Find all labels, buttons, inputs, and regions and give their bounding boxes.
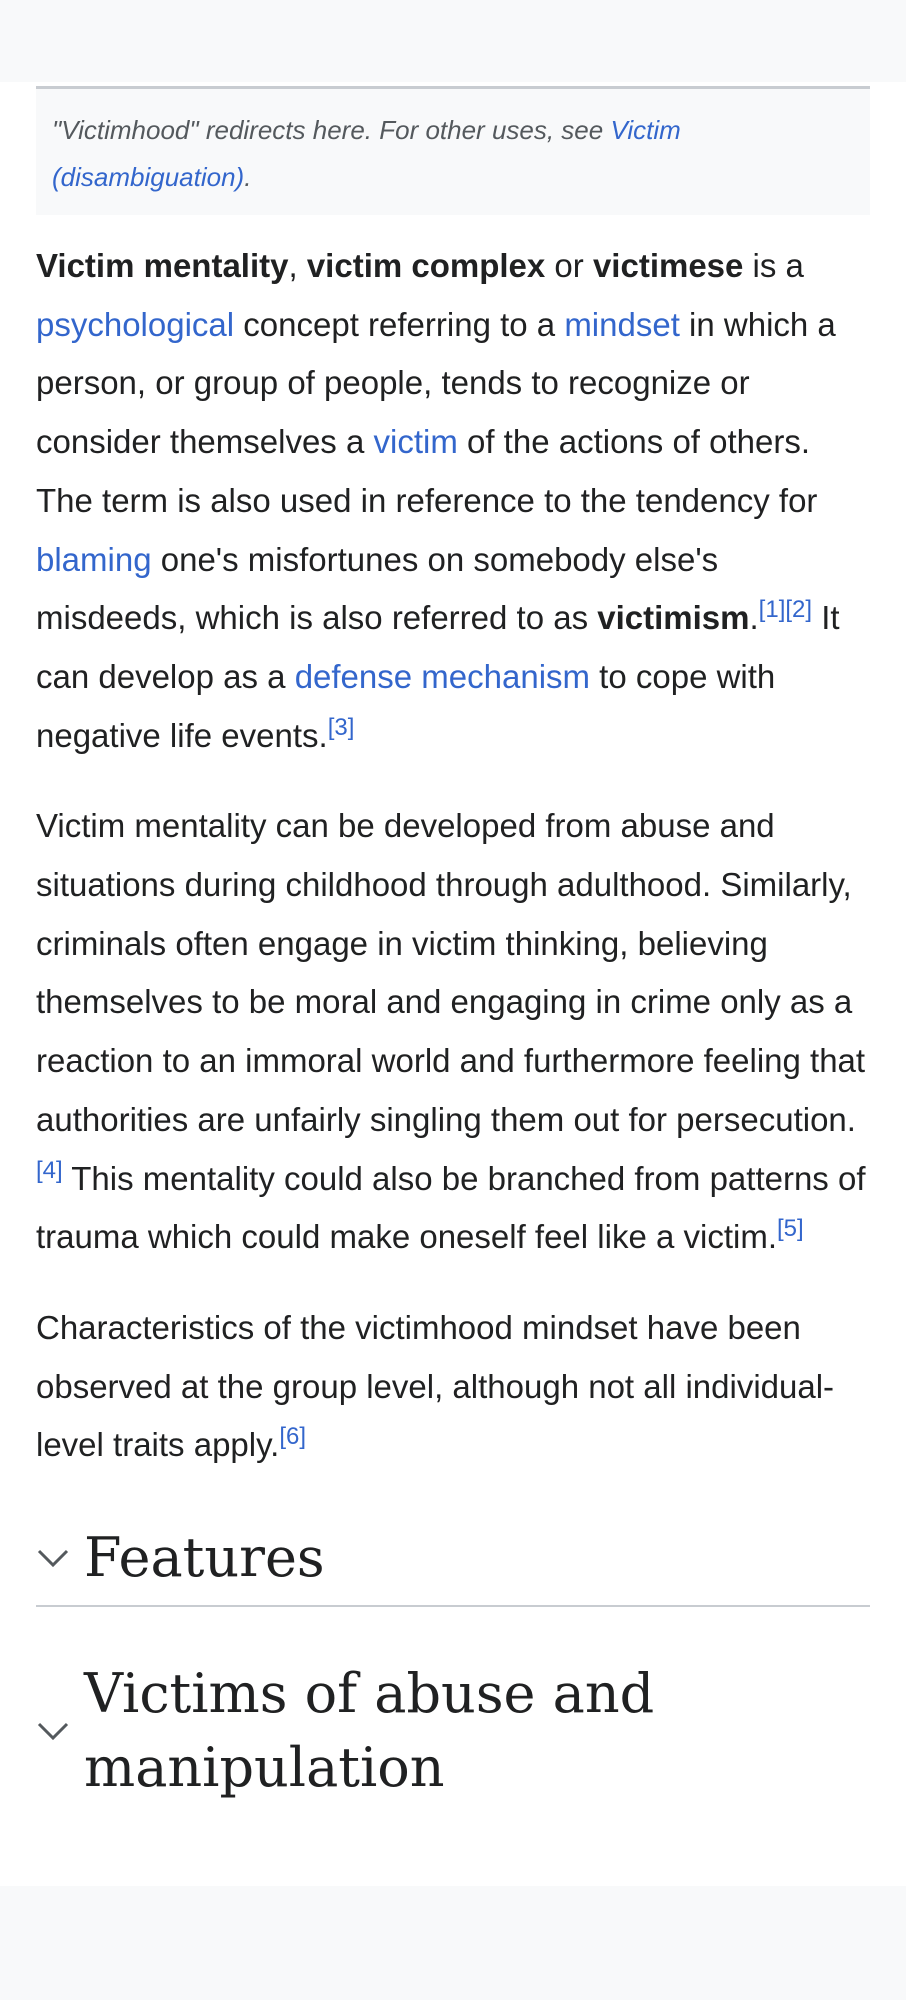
reference-6[interactable]: [6] xyxy=(279,1423,307,1451)
section-title-victims-of-abuse: Victims of abuse and manipulation xyxy=(84,1662,655,1800)
hatnote-text: "Victimhood" redirects here. For other uses, see xyxy=(52,115,611,145)
paragraph-group-level xyxy=(36,1299,870,1475)
text-span: to cope with negative life events. xyxy=(36,657,776,754)
term-victimism: victimism xyxy=(597,599,750,637)
article-content xyxy=(0,82,906,1886)
term-victim-mentality: Victim mentality xyxy=(36,247,289,284)
text-span: or xyxy=(545,247,593,284)
term-victim-complex: victim complex xyxy=(306,247,546,284)
text-span: Victim mentality can be developed from abuse and situations during childhood through adulthood. Similarly, criminals often engage in victim thinking, believing themselves to be moral and engaging in crime only as a reaction to an immoral world and furthermore feeling that authorities are unfairly singling them out for persecution. xyxy=(36,807,866,1138)
section-features-header[interactable] xyxy=(36,1511,870,1607)
text-span: Characteristics of the victimhood mindset have been observed at the group level, although not all individual-level traits apply. xyxy=(36,1308,835,1464)
text-span: , xyxy=(288,247,307,284)
link-blaming[interactable]: blaming xyxy=(36,540,152,578)
text-span: of the actions of others. The term is also used in reference to the tendency for xyxy=(36,423,818,519)
article-body xyxy=(0,86,906,1805)
term-victimese: victimese xyxy=(592,247,744,284)
top-band xyxy=(0,0,906,82)
reference-5[interactable]: [5] xyxy=(777,1215,804,1243)
hatnote-link-victim-disambiguation[interactable]: Victim (disambiguation) xyxy=(52,115,681,192)
reference-3[interactable]: [3] xyxy=(327,713,355,741)
text-span: in which a person, or group of people, tends to recognize or consider themselves a xyxy=(36,305,836,461)
link-defense-mechanism[interactable]: defense mechanism xyxy=(294,657,591,695)
chevron-down-icon xyxy=(36,1714,70,1748)
link-victim[interactable]: victim xyxy=(373,423,458,461)
section-victims-of-abuse-header[interactable] xyxy=(36,1657,870,1805)
hatnote xyxy=(36,86,870,215)
chevron-down-icon xyxy=(36,1541,70,1575)
hatnote-suffix: . xyxy=(244,162,252,192)
section-title-features: Features xyxy=(84,1526,325,1590)
text-span: . xyxy=(749,599,759,637)
text-span: is a xyxy=(743,247,804,284)
text-span: concept referring to a xyxy=(234,305,565,343)
text-span: It can develop as a xyxy=(36,599,840,695)
paragraph-development xyxy=(36,797,870,1267)
reference-4[interactable]: [4] xyxy=(36,1156,63,1184)
paragraph-intro xyxy=(36,237,870,765)
link-psychological[interactable]: psychological xyxy=(36,305,235,343)
reference-2[interactable]: [2] xyxy=(785,596,813,624)
link-mindset[interactable]: mindset xyxy=(564,305,680,343)
reference-1[interactable]: [1] xyxy=(758,596,786,624)
text-span: This mentality could also be branched from patterns of trauma which could make oneself feel like a victim. xyxy=(36,1159,866,1256)
text-span: one's misfortunes on somebody else's misdeeds, which is also referred to as xyxy=(36,540,719,637)
